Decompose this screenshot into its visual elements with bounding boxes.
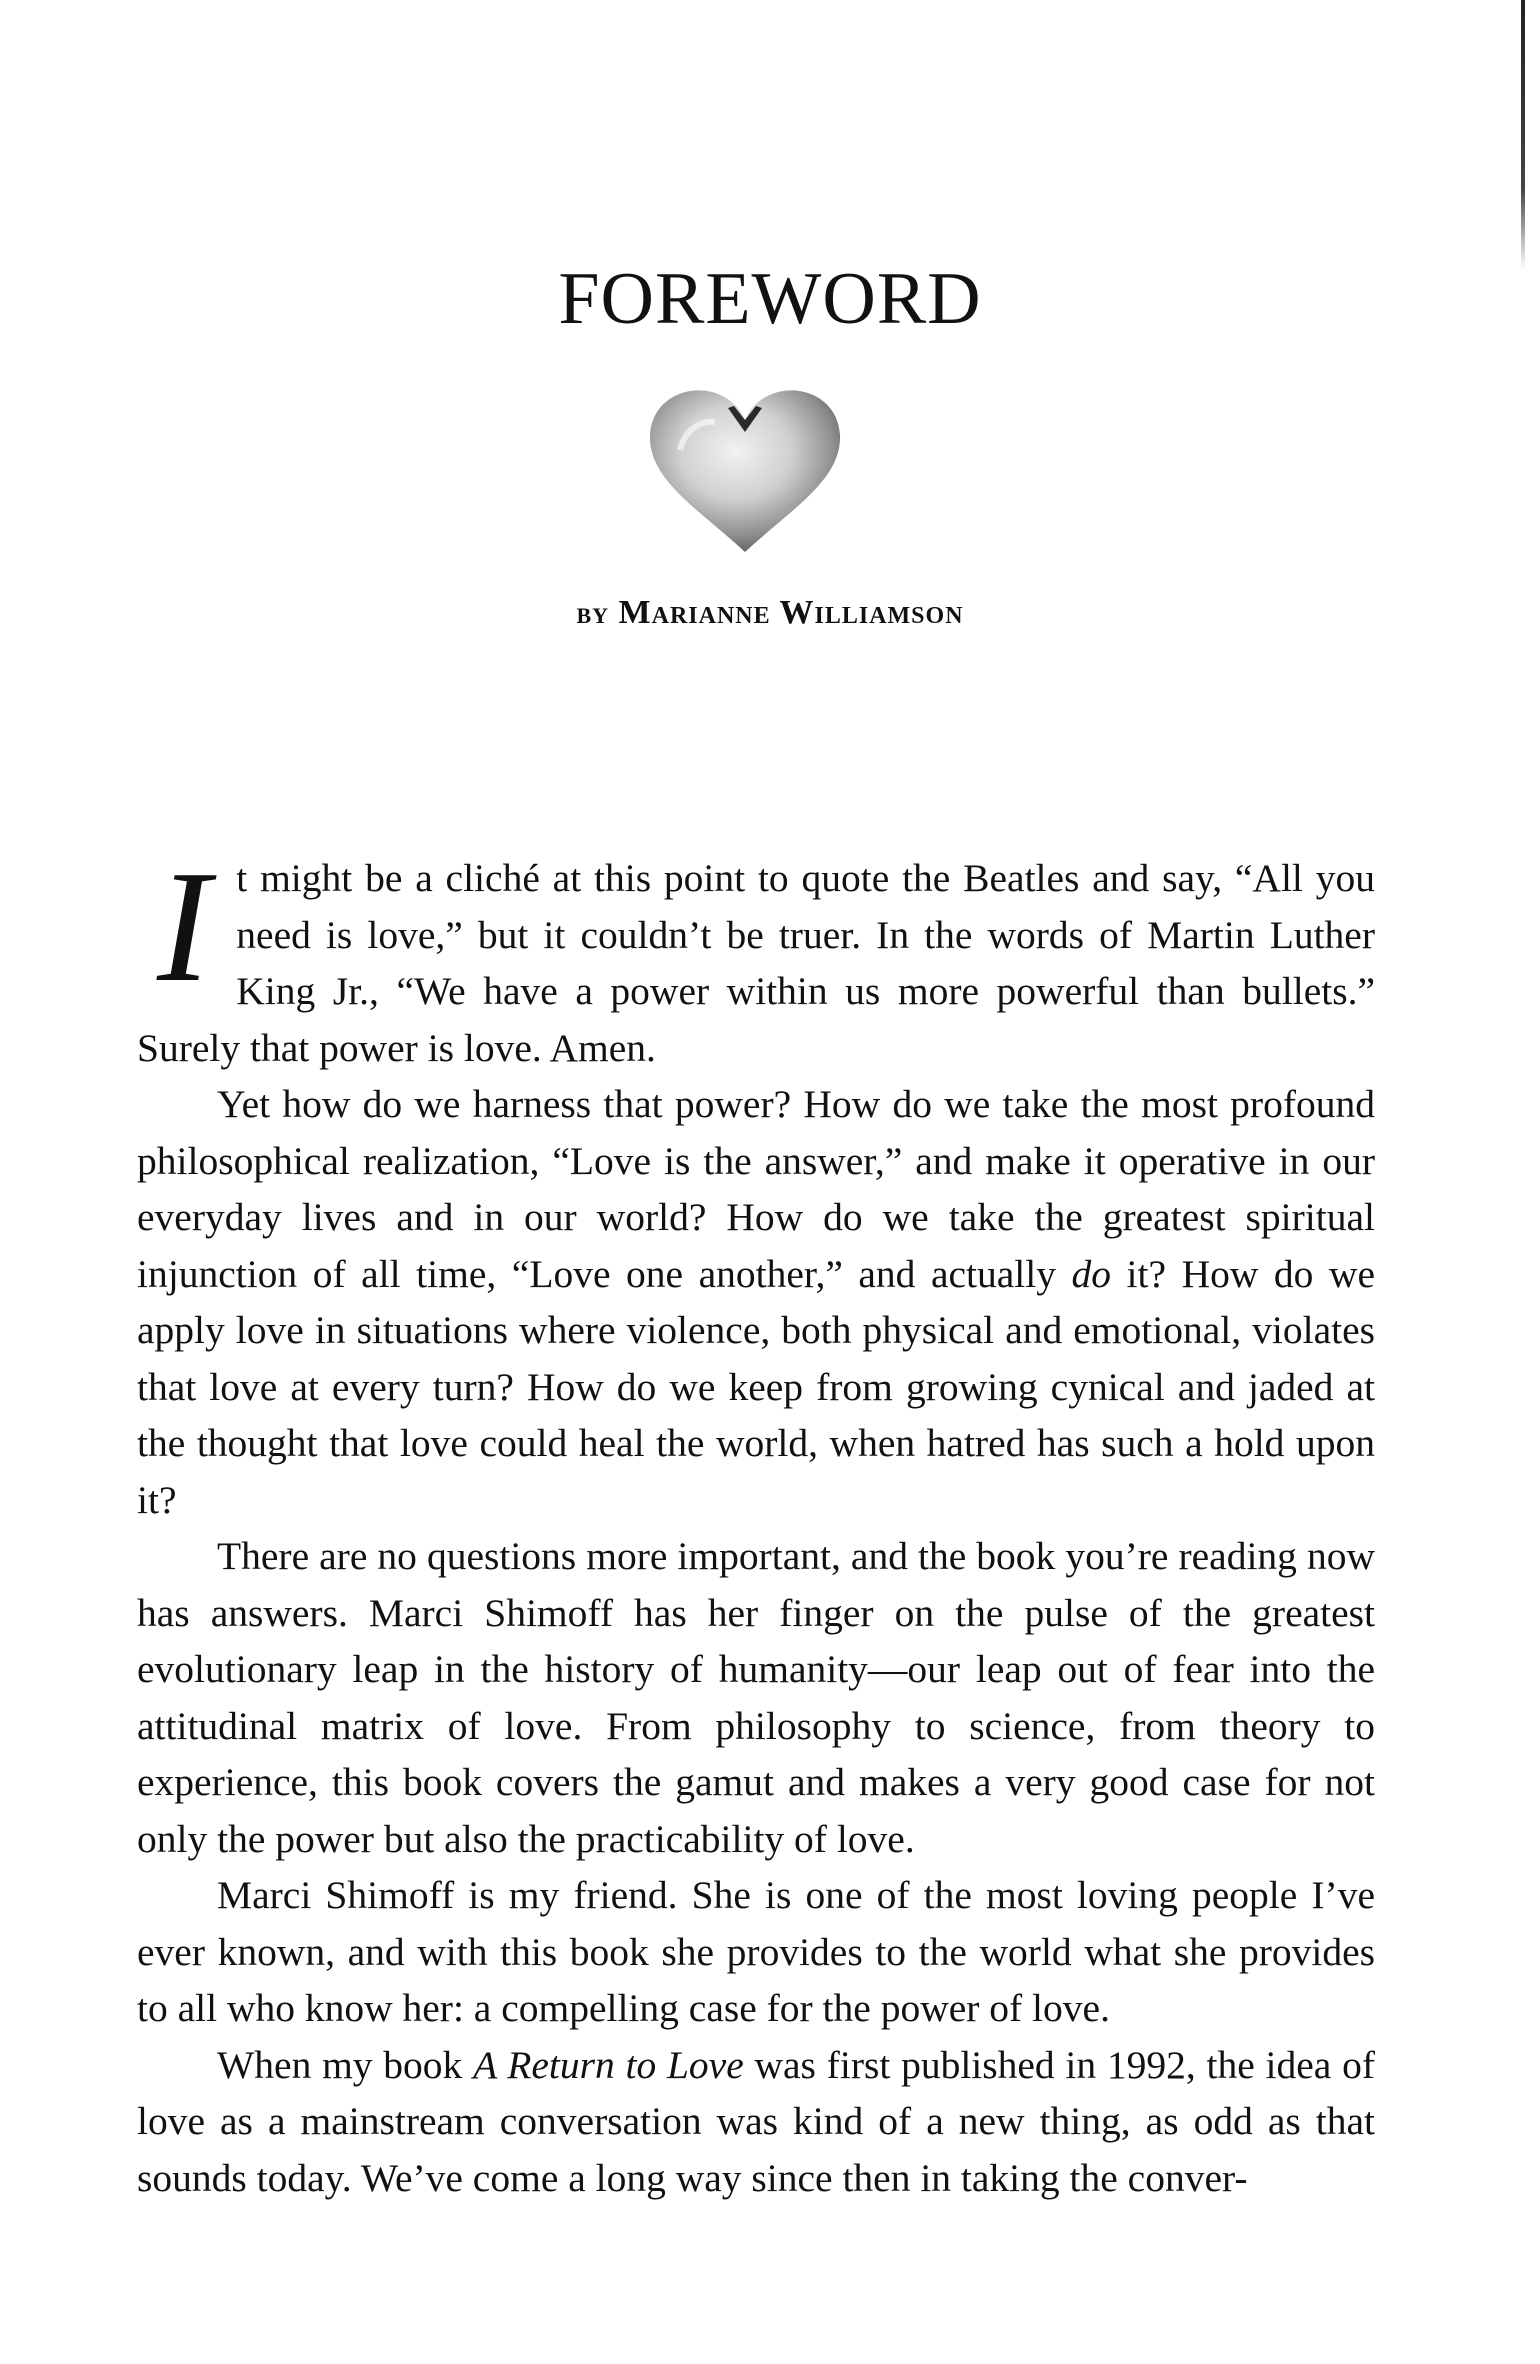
paragraph-5	[137, 2037, 1375, 2207]
paragraph-2-text-a: Yet how do we harness that power? How do we take the most profound philosophical realization, “Love is the answer,” and make it operative in our everyday lives and in our world? How do we take the greatest spiritual injunction of all time, “Love one another,” and actually	[137, 1082, 1375, 1296]
paragraph-1-text: t might be a cliché at this point to quote the Beatles and say, “All you need is love,” but it couldn’t be truer. In the words of Martin Luther King Jr., “We have a power within us more powerful than bullets.” Surely that power is love. Amen.	[137, 856, 1375, 1070]
heart-icon	[640, 380, 850, 560]
paragraph-1	[137, 837, 1375, 1076]
paragraph-5-text-a: When my book	[217, 2042, 474, 2087]
book-title-emphasis: A Return to Love	[473, 2042, 744, 2087]
paragraph-5-text-b: was first published in 1992, the idea of love as a mainstream conversation was kind of a new thing, as odd as that sounds today. We’ve come a long way since then in taking the conver-	[137, 2042, 1375, 2200]
heart-shape	[650, 390, 840, 552]
chapter-title: FOREWORD	[558, 258, 982, 340]
paragraph-4: Marci Shimoff is my friend. She is one of the most loving people I’ve ever known, and with this book she provides to the world what she provides to all who know her: a compelling case for the power of love.	[137, 1873, 1375, 2030]
page-edge-shadow	[1521, 0, 1525, 270]
byline-prefix: BY	[576, 603, 610, 628]
paragraph-2-text-b: it? How do we apply love in situations where violence, both physical and emotional, violates that love at every turn? How do we keep from growing cynical and jaded at the thought that love could heal the world, when hatred has such a hold upon it?	[137, 1251, 1375, 1522]
author-byline	[0, 594, 1540, 632]
paragraph-3: There are no questions more important, and the book you’re reading now has answers. Marci Shimoff has her finger on the pulse of the greatest evolutionary leap in the history of humanity—our leap out of fear into the attitudinal matrix of love. From philosophy to science, from theory to experience, this book covers the gamut and makes a very good case for not only the power but also the practicability of love.	[137, 1534, 1375, 1861]
author-name: Marianne Williamson	[618, 594, 964, 631]
heart-ornament-svg	[640, 380, 850, 560]
body-text	[137, 837, 1375, 2206]
drop-cap: I	[157, 837, 211, 1015]
paragraph-2	[137, 1076, 1375, 1528]
paragraph-2-emphasis: do	[1071, 1251, 1112, 1296]
